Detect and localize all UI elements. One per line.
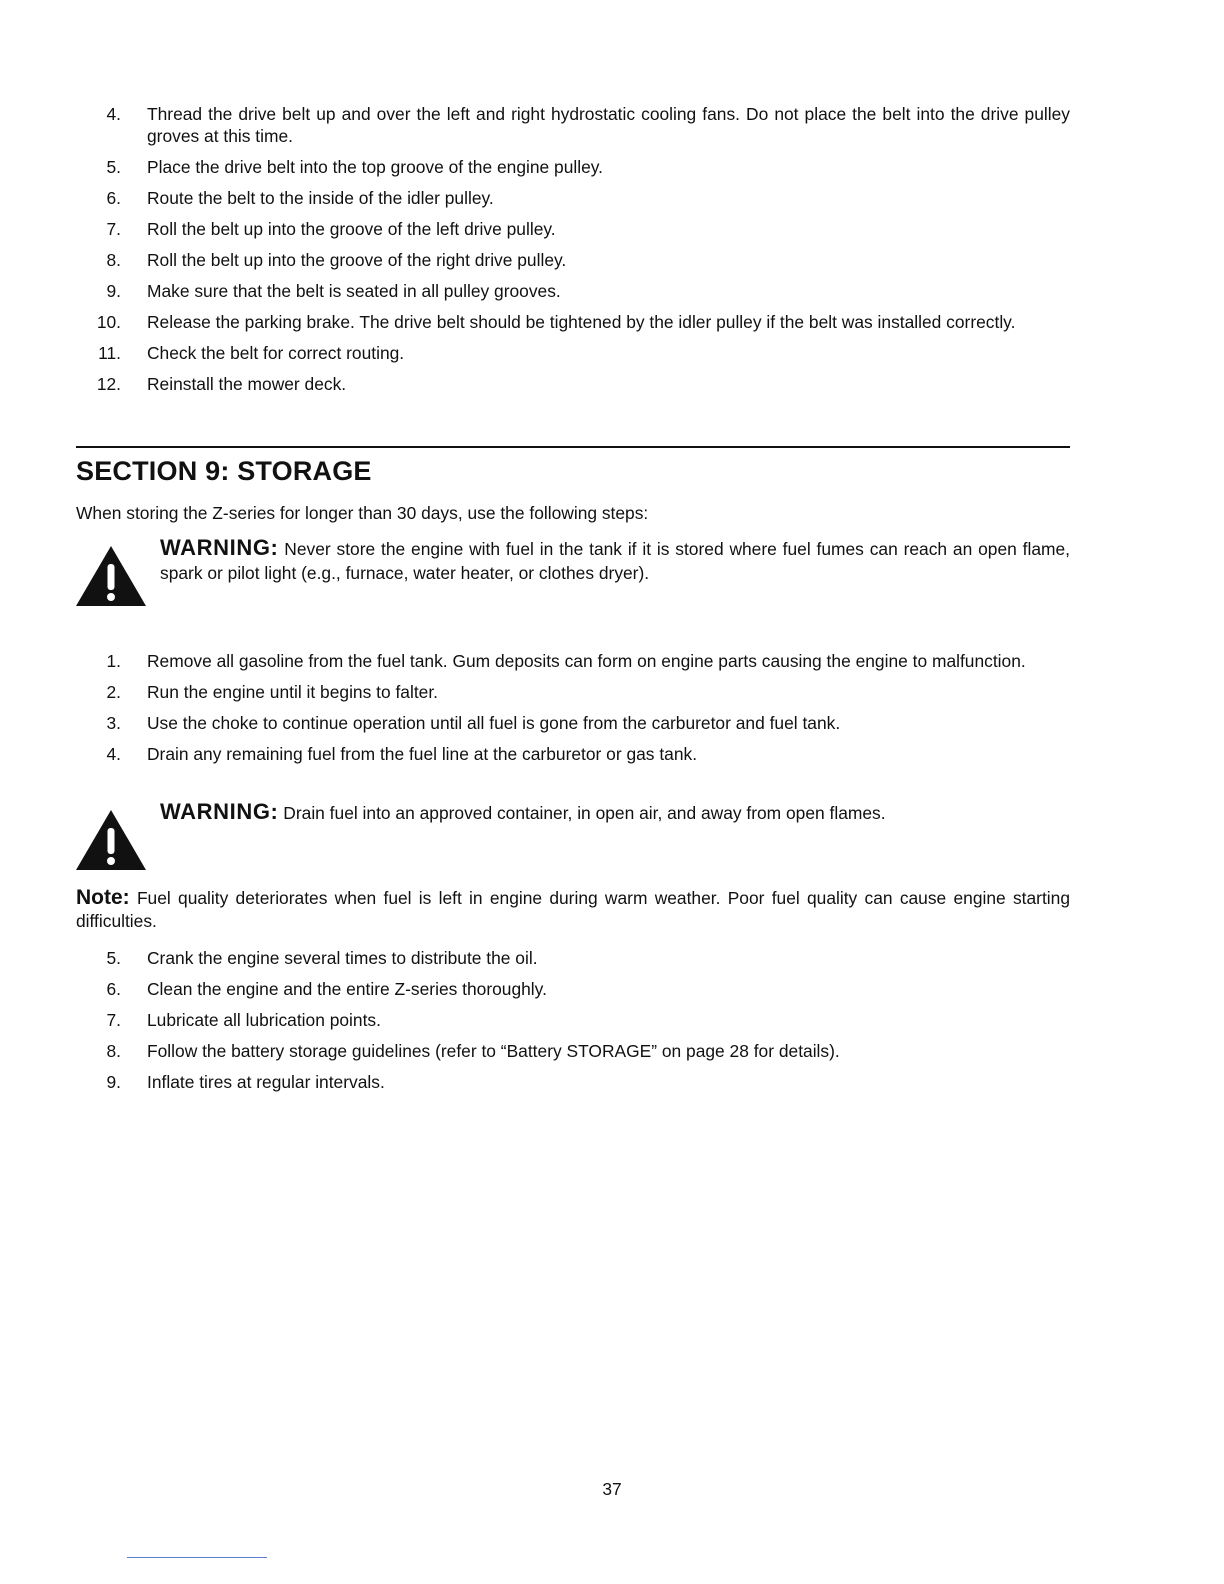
warning-triangle-icon [74, 544, 148, 608]
section-intro: When storing the Z-series for longer than 30 days, use the following steps: [76, 503, 649, 523]
list-item: 9. Inflate tires at regular intervals. [106, 1072, 385, 1092]
section-title: SECTION 9: STORAGE [76, 456, 372, 486]
warning-block-fuel-storage [74, 536, 1070, 585]
list-item: 12. Reinstall the mower deck. [96, 374, 347, 394]
warning-text: WARNING: Drain fuel into an approved container, in open air, and away from open flames. [160, 799, 886, 824]
page-number: 37 [602, 1479, 622, 1499]
list-item: 8. Follow the battery storage guidelines (refer to “Battery STORAGE” on page 28 for details). [106, 1041, 840, 1061]
warning-block-drain-fuel [74, 800, 1070, 825]
list-item: 4. Drain any remaining fuel from the fuel line at the carburetor or gas tank. [106, 744, 698, 764]
list-item: 7. Roll the belt up into the groove of the left drive pulley. [106, 219, 556, 239]
warning-triangle-icon [74, 808, 148, 872]
list-item: 8. Roll the belt up into the groove of the right drive pulley. [106, 250, 567, 270]
warning-label: WARNING: [160, 799, 279, 824]
section-divider [76, 446, 1070, 448]
list-item: 9. Make sure that the belt is seated in all pulley grooves. [106, 281, 561, 301]
list-item: 5. Place the drive belt into the top groove of the engine pulley. [106, 157, 604, 177]
belt-steps-list [76, 103, 1070, 404]
note-paragraph: Note: Fuel quality deteriorates when fuel is left in engine during warm weather. Poor fuel quality can cause engine starting difficulties. [76, 886, 1070, 931]
list-item: 10. Release the parking brake. The drive belt should be tightened by the idler pulley if the belt was installed correctly. [96, 312, 1016, 332]
list-item: 4. Thread the drive belt up and over the left and right hydrostatic cooling fans. Do not place the belt into the drive pulley groves at this time. [106, 104, 1070, 146]
footer-rule [127, 1557, 267, 1558]
list-item: 11. Check the belt for correct routing. [98, 343, 405, 363]
storage-steps-list [76, 650, 1070, 774]
warning-text: WARNING: Never store the engine with fuel in the tank if it is stored where fuel fumes can reach an open flame, spark or pilot light (e.g., furnace, water heater, or clothes dryer). [160, 535, 1070, 583]
list-item: 3. Use the choke to continue operation until all fuel is gone from the carburetor and fuel tank. [106, 713, 841, 733]
warning-label: WARNING: [160, 535, 279, 560]
list-item: 6. Route the belt to the inside of the idler pulley. [106, 188, 494, 208]
list-item: 5. Crank the engine several times to distribute the oil. [106, 948, 538, 968]
final-steps-list [76, 947, 1070, 1102]
note-label: Note: [76, 886, 130, 909]
list-item: 2. Run the engine until it begins to falter. [106, 682, 439, 702]
list-item: 7. Lubricate all lubrication points. [106, 1010, 381, 1030]
list-item: 1. Remove all gasoline from the fuel tank. Gum deposits can form on engine parts causing the engine to malfunction. [106, 651, 1026, 671]
list-item: 6. Clean the engine and the entire Z-series thoroughly. [106, 979, 547, 999]
